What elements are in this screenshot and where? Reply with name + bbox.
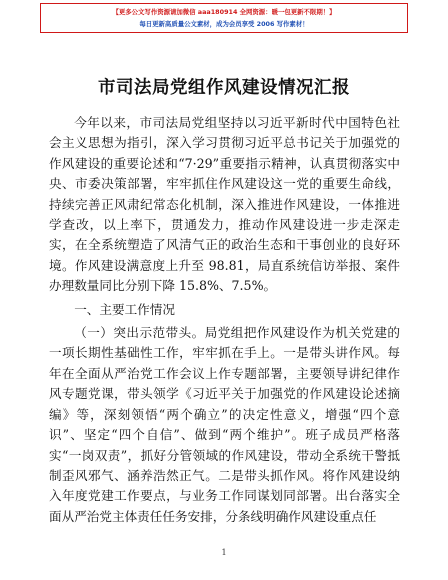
intro-paragraph: 今年以来，市司法局党组坚持以习近平新时代中国特色社会主义思想为指引，深入学习贯彻习近平总书记关于加强党的作风建设的重要论述和“7·29”重要指示精神，认真贯彻落实中央、市委决策部署，牢牢抓住作风建设这一党的重要生命线，持续完善正风肃纪常态化机制，深入推进作风建设，一体推进学查改，以上率下，贯通发力，推动作风建设进一步走深走实，在全系统塑造了风清气正的政治生态和干事创业的良好环境。作风建设满意度上升至 98.81，局直系统信访举报、案件办理数量同比分别下降 15.8%、7.5%。: [49, 115, 400, 294]
section-heading: 一、主要工作情况: [74, 301, 175, 317]
promo-banner-line-1: 【更多公文写作资源请加微信 aaa180914 全网资源：暖一包更新不限期！】: [112, 8, 336, 16]
subsection-paragraph: （一）突出示范带头。局党组把作风建设作为机关党建的一项长期性基础性工作，牢牢抓在手上。一是带头讲作风。每年在全面从严治党工作会议上作专题部署，主要领导讲纪律作风专题党课，带头领学《习近平关于加强党的作风建设论述摘编》等，深刻领悟“两个确立”的决定性意义，增强“四个意识”、坚定“四个自信”、做到“两个维护”。班子成员严格落实“一岗双责”，抓好分管领域的作风建设，带动全系统干警抵制歪风邪气、涵养浩然正气。二是带头抓作风。将作风建设纳入年度党建工作要点，与业务工作同谋划同部署。出台落实全面从严治党主体责任任务安排，分条线明确作风建设重点任: [49, 325, 400, 524]
promo-banner-line-2: 每日更新高质量公文素材，成为会员享受 2006 写作素材！: [139, 20, 309, 28]
document-body: [49, 113, 400, 527]
page-number: 1: [221, 548, 227, 557]
promo-banner: [40, 3, 408, 33]
document-title: 市司法局党组作风建设情况汇报: [98, 78, 350, 98]
